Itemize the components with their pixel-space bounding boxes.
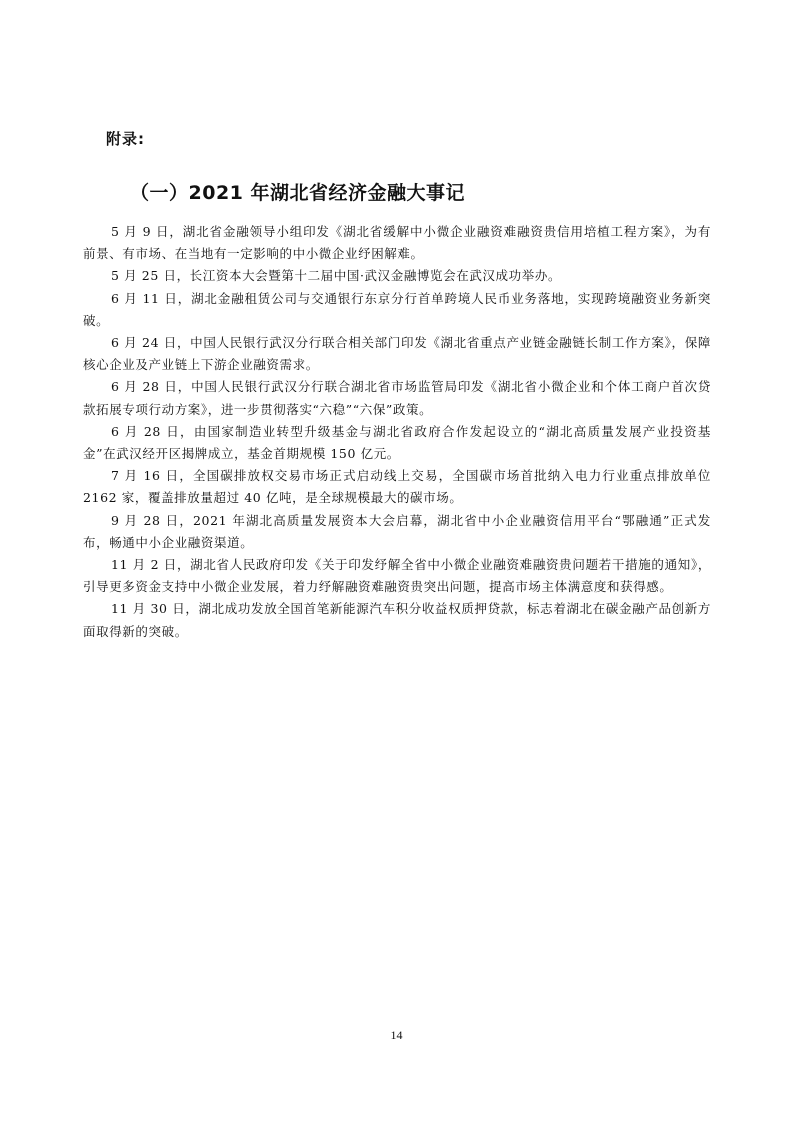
event-paragraph: 9 月 28 日，2021 年湖北高质量发展资本大会启幕，湖北省中小企业融资信用平台“鄂融通”正式发布，畅通中小企业融资渠道。: [83, 512, 711, 550]
event-paragraph: 6 月 11 日，湖北金融租赁公司与交通银行东京分行首单跨境人民币业务落地，实现跨境融资业务新突破。: [83, 290, 711, 328]
page-number: 14: [390, 1028, 403, 1042]
section-title: （一）2021 年湖北省经济金融大事记: [130, 182, 465, 204]
event-paragraph: 11 月 30 日，湖北成功发放全国首笔新能源汽车积分收益权质押贷款，标志着湖北在碳金融产品创新方面取得新的突破。: [83, 601, 711, 639]
events-list: [83, 221, 711, 643]
event-paragraph: 11 月 2 日，湖北省人民政府印发《关于印发纾解全省中小微企业融资难融资贵问题若干措施的通知》，引导更多资金支持中小微企业发展，着力纾解融资难融资贵突出问题，提高市场主体满意度和获得感。: [83, 557, 711, 595]
appendix-label: 附录:: [106, 130, 145, 148]
event-paragraph: 6 月 24 日，中国人民银行武汉分行联合相关部门印发《湖北省重点产业链金融链长制工作方案》，保障核心企业及产业链上下游企业融资需求。: [83, 335, 711, 373]
event-paragraph: 6 月 28 日，由国家制造业转型升级基金与湖北省政府合作发起设立的“湖北高质量发展产业投资基金”在武汉经开区揭牌成立，基金首期规模 150 亿元。: [83, 423, 711, 462]
event-paragraph: 7 月 16 日，全国碳排放权交易市场正式启动线上交易，全国碳市场首批纳入电力行业重点排放单位 2162 家，覆盖排放量超过 40 亿吨，是全球规模最大的碳市场。: [83, 468, 711, 506]
event-paragraph: 5 月 25 日，长江资本大会暨第十二届中国·武汉金融博览会在武汉成功举办。: [111, 268, 562, 284]
event-paragraph: 5 月 9 日，湖北省金融领导小组印发《湖北省缓解中小微企业融资难融资贵信用培植工程方案》，为有前景、有市场、在当地有一定影响的中小微企业纾困解难。: [83, 224, 711, 262]
event-paragraph: 6 月 28 日，中国人民银行武汉分行联合湖北省市场监管局印发《湖北省小微企业和个体工商户首次贷款拓展专项行动方案》，进一步贯彻落实“六稳”“六保”政策。: [83, 379, 711, 417]
